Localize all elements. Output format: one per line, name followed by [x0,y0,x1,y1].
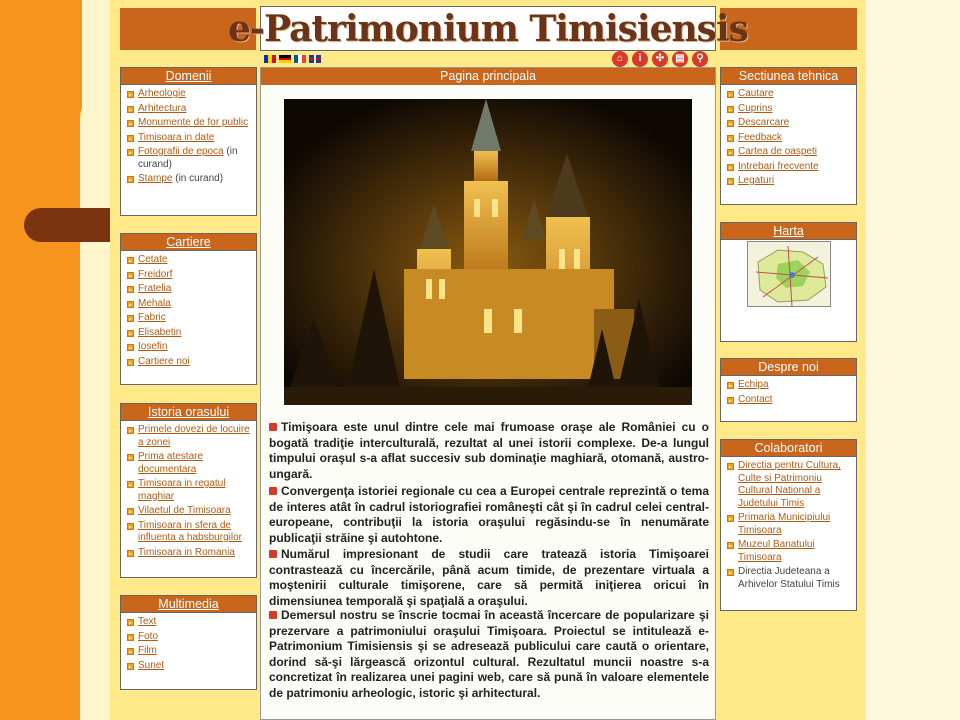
cartiere-item-text [138,254,167,267]
tehnica-link[interactable]: Descarcare [738,117,790,128]
tehnica-link[interactable]: Legaturi [738,175,775,186]
language-flags [264,55,321,63]
colaboratori-link: Directia Judeteana a Arhivelor Statului Timis [738,566,840,590]
domenii-title[interactable]: Domenii [121,68,256,85]
toolbar-icons [612,51,708,67]
multimedia-item-text [138,660,164,673]
domenii-link[interactable]: Arheologie [138,88,186,99]
istoria-item [127,478,250,503]
colaboratori-item [727,539,850,564]
multimedia-item-text [138,616,156,629]
de-flag[interactable] [279,55,291,63]
istoria-box [120,403,257,578]
istoria-item-text [138,505,231,518]
arrow-bullet-icon [127,523,134,530]
despre-list [721,376,856,406]
despre-item [727,394,850,407]
arrow-bullet-icon [727,542,734,549]
cartiere-item [127,298,250,311]
cartiere-link[interactable]: Elisabetin [138,326,182,338]
domenii-item-text [138,132,214,145]
cartiere-link[interactable]: Fabric [138,312,166,323]
intro-paragraph-4: Demersul nostru se înscrie tocmai în această încercare de popularizare şi prezervare a patrimoniului oraşului Timişoara. Proiectul se intitulează e-Patrimonium Timisiensis şi se adresează publicului care caută o orientare, dorind să-şi lărgească orizontul cultural. Rezultatul muncii noastre s-a concretizat în realizarea unei pagini web, care să pună în valoare elementele de patrimoniu arheologic, istoric şi arhitectural. [269,608,709,700]
intro-paragraph-2: Convergenţa istoriei regionale cu cea a Europei centrale reprezintă o tema de interes atât în cadrul istoriografiei româneşti cât şi în cadrul celei central-europeane, contribuţii la istoria oraşului regăsindu-se în nenumărate publicaţii străine şi autohtone. [269,484,709,545]
arrow-bullet-icon [727,164,734,171]
city-map-thumbnail[interactable] [747,241,831,307]
domenii-link[interactable]: Fotografii de epoca [138,146,224,157]
istoria-item-text [138,478,250,503]
despre-link[interactable]: Echipa [738,379,769,390]
tehnica-item-text [738,117,789,130]
despre-item-text [738,394,772,407]
istoria-link[interactable]: Primele dovezi de locuire a zonei [138,424,250,448]
despre-item-text [738,379,769,392]
arrow-bullet-icon [127,481,134,488]
cartiere-item [127,341,250,354]
arrow-bullet-icon [727,178,734,185]
domenii-item-text [138,146,250,171]
colaboratori-list [721,457,856,591]
site-title: e-Patrimonium Timisiensis [228,7,748,50]
domenii-list [121,85,256,186]
istoria-link[interactable]: Prima atestare documentara [138,451,204,475]
arrow-bullet-icon [127,257,134,264]
tehnica-link[interactable]: Cuprins [738,102,773,114]
domenii-item [127,146,250,171]
cartiere-item [127,327,250,340]
tehnica-item-text [738,132,782,145]
cartiere-item [127,283,250,296]
cartiere-link[interactable]: Cetate [138,254,168,265]
cartiere-item-text [138,327,181,340]
domenii-item-text [138,117,248,130]
arrow-bullet-icon [127,508,134,515]
arrow-bullet-icon [127,91,134,98]
istoria-item-text [138,424,250,449]
document-icon[interactable]: ▤ [672,51,688,67]
arrow-bullet-icon [727,149,734,156]
tehnica-item [727,146,850,159]
arrow-bullet-icon [127,648,134,655]
slide-left-band [0,0,82,720]
paragraph-bullet-icon [269,550,277,558]
cartiere-item-text [138,312,166,325]
harta-box [720,222,857,342]
main-content [260,67,716,720]
cartiere-link[interactable]: Fratelia [138,283,172,294]
colaboratori-item-text [738,460,850,510]
multimedia-item [127,631,250,644]
arrow-bullet-icon [127,330,134,337]
arrow-bullet-icon [127,120,134,127]
colaboratori-item-text [738,539,850,564]
cartiere-link[interactable]: Mehala [138,297,171,309]
tehnica-link[interactable]: Feedback [738,131,782,143]
colaboratori-link[interactable]: Muzeul Banatului Timisoara [738,539,815,563]
cathedral-photo [284,99,692,405]
domenii-link[interactable]: Monumente de for public [138,117,249,128]
cartiere-link[interactable]: Iosefin [138,341,168,352]
despre-title: Despre noi [721,359,856,376]
multimedia-link[interactable]: Sunet [138,659,165,671]
istoria-item-text [138,520,250,545]
domenii-item [127,173,250,186]
cartiere-item-text [138,356,190,369]
domenii-link[interactable]: Stampe [138,173,173,184]
cartiere-item-text [138,298,171,311]
colaboratori-link[interactable]: Primaria Municipiului Timisoara [738,512,831,536]
istoria-title[interactable]: Istoria orasului [121,404,256,421]
istoria-item [127,547,250,560]
tehnica-link[interactable]: Cautare [738,88,774,99]
arrow-bullet-icon [127,344,134,351]
fr-flag[interactable] [294,55,306,63]
arrow-bullet-icon [727,135,734,142]
cartiere-item-text [138,269,172,282]
domenii-item-note: (in curand) [138,146,238,170]
arrow-bullet-icon [727,569,734,576]
cathedral-image [284,99,692,405]
cartiere-item-text [138,283,171,296]
tehnica-item-text [738,175,774,188]
arrow-bullet-icon [727,515,734,522]
tehnica-item-text [738,146,817,159]
cartiere-box [120,233,257,385]
istoria-link[interactable]: Timisoara in regatul maghiar [138,478,226,502]
sitemap-icon[interactable]: ✣ [652,51,668,67]
cartiere-title[interactable]: Cartiere [121,234,256,251]
colaboratori-item [727,566,850,591]
multimedia-link[interactable]: Foto [138,630,159,642]
colaboratori-item [727,460,850,510]
despre-link[interactable]: Contact [738,393,773,405]
domenii-link[interactable]: Timisoara in date [138,131,215,143]
istoria-item [127,505,250,518]
intro-paragraph-1: Timişoara este unul dintre cele mai frumoase oraşe ale României cu o bogată tradiţie interculturală, rezultat al unei istorii complexe. De-a lungul timpului oraşul s-a aflat succesiv sub dominaţie maghiară, otomană, austro-ungară. [269,420,709,481]
domenii-item-note: (in curand) [172,173,224,184]
domenii-item-text [138,173,223,186]
tehnica-item [727,103,850,116]
cartiere-link[interactable]: Freidorf [138,268,173,280]
colaboratori-item [727,512,850,537]
paragraph-bullet-icon [269,423,277,431]
tehnica-item-text [738,88,774,101]
cartiere-item [127,356,250,369]
istoria-link[interactable]: Timisoara in Romania [138,546,235,558]
paragraph-bullet-icon [269,611,277,619]
arrow-bullet-icon [127,550,134,557]
arrow-bullet-icon [727,463,734,470]
multimedia-item [127,645,250,658]
colaboratori-link[interactable]: Directia pentru Cultura, Culte si Patrimoniu Cultural National a Judetului Timis [738,460,841,509]
istoria-item-text [138,547,235,560]
arrow-bullet-icon [727,382,734,389]
colaboratori-box [720,439,857,611]
arrow-bullet-icon [127,359,134,366]
arrow-bullet-icon [127,149,134,156]
arrow-bullet-icon [127,454,134,461]
tehnica-list [721,85,856,188]
despre-box [720,358,857,422]
istoria-link[interactable]: Timisoara in sfera de influenta a habsburgilor [138,519,242,543]
arrow-bullet-icon [727,106,734,113]
link-icon[interactable]: ⚲ [692,51,708,67]
main-title: Pagina principala [261,68,715,85]
istoria-list [121,421,256,559]
domenii-box [120,67,257,216]
arrow-bullet-icon [727,120,734,127]
tehnica-item [727,161,850,174]
tehnica-item [727,175,850,188]
tehnica-link[interactable]: Cartea de oaspeti [738,146,817,157]
info-icon[interactable]: i [632,51,648,67]
paragraph-bullet-icon [269,487,277,495]
slide-bullet-pill [24,208,114,242]
cartiere-item [127,254,250,267]
despre-item [727,379,850,392]
istoria-item [127,424,250,449]
domenii-item-text [138,88,186,101]
multimedia-box [120,595,257,690]
cartiere-list [121,251,256,368]
multimedia-link[interactable]: Text [138,616,157,627]
uk-flag[interactable] [309,55,321,63]
istoria-item-text [138,451,250,476]
tehnica-box [720,67,857,205]
tehnica-item [727,117,850,130]
multimedia-item [127,660,250,673]
arrow-bullet-icon [127,619,134,626]
multimedia-item-text [138,645,157,658]
arrow-bullet-icon [127,106,134,113]
domenii-item [127,103,250,116]
arrow-bullet-icon [127,176,134,183]
tehnica-item [727,132,850,145]
multimedia-link[interactable]: Film [138,645,157,656]
arrow-bullet-icon [127,315,134,322]
arrow-bullet-icon [127,663,134,670]
cartiere-item [127,312,250,325]
multimedia-title[interactable]: Multimedia [121,596,256,613]
tehnica-item-text [738,161,819,174]
site-logo[interactable] [228,6,748,51]
tehnica-item [727,88,850,101]
tehnica-title: Sectiunea tehnica [721,68,856,85]
arrow-bullet-icon [127,427,134,434]
domenii-item [127,88,250,101]
domenii-item [127,117,250,130]
arrow-bullet-icon [127,272,134,279]
arrow-bullet-icon [127,135,134,142]
tehnica-item-text [738,103,772,116]
multimedia-list [121,613,256,672]
domenii-link[interactable]: Arhitectura [138,102,187,114]
arrow-bullet-icon [127,634,134,641]
multimedia-item [127,616,250,629]
arrow-bullet-icon [727,91,734,98]
intro-paragraph-3: Numărul impresionant de studii care tratează istoria Timişoarei contrastează cu încercările, până acum timide, de prezentare virtuala a moştenirii culturale timişorene, care să permită iniţierea oricui în dimensiunea temporală şi spaţială a oraşului. [269,547,709,608]
istoria-item [127,451,250,476]
arrow-bullet-icon [127,301,134,308]
harta-title[interactable]: Harta [721,223,856,240]
istoria-link[interactable]: Vilaetul de Timisoara [138,505,231,516]
colaboratori-item-text [738,512,850,537]
multimedia-item-text [138,631,158,644]
home-icon[interactable]: ⌂ [612,51,628,67]
slide-right-band [866,0,960,720]
cartiere-link[interactable]: Cartiere noi [138,355,190,367]
domenii-item-text [138,103,186,116]
cartiere-item-text [138,341,167,354]
arrow-bullet-icon [127,286,134,293]
arrow-bullet-icon [727,397,734,404]
tehnica-link[interactable]: Intrebari frecvente [738,160,819,172]
colaboratori-title: Colaboratori [721,440,856,457]
cartiere-item [127,269,250,282]
ro-flag[interactable] [264,55,276,63]
istoria-item [127,520,250,545]
colaboratori-item-text [738,566,850,591]
domenii-item [127,132,250,145]
